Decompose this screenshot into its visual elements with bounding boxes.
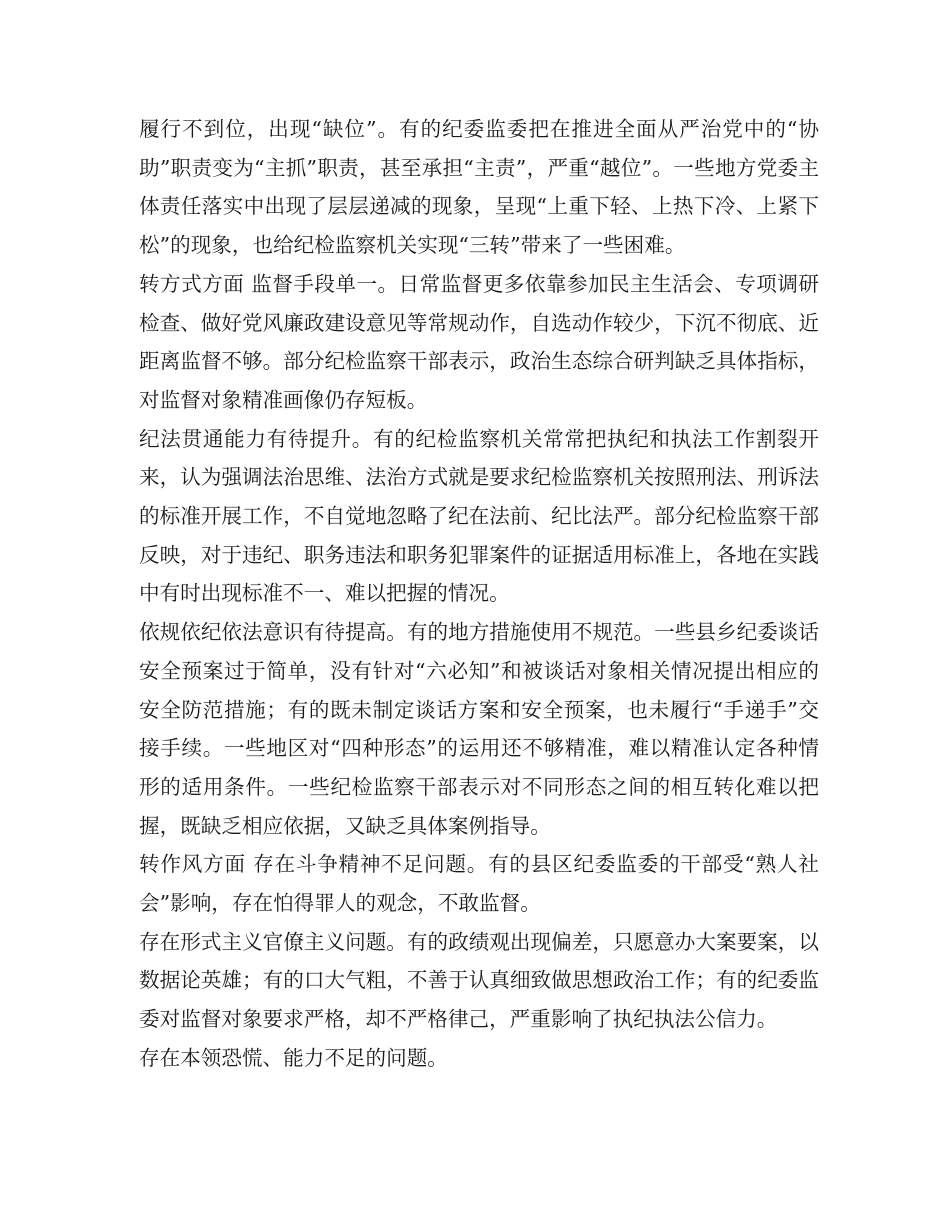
document-body [139,110,819,1078]
paragraph-4: 依规依纪依法意识有待提高。有的地方措施使用不规范。一些县乡纪委谈话安全预案过于简单，没有针对“六必知”和被谈话对象相关情况提出相应的安全防范措施；有的既未制定谈话方案和安全预案，也未履行“手递手”交接手续。一些地区对“四种形态”的运用还不够精准，难以精准认定各种情形的适用条件。一些纪检监察干部表示对不同形态之间的相互转化难以把握，既缺乏相应依据，又缺乏具体案例指导。 [139,620,819,838]
paragraph-2: 转方式方面 监督手段单一。日常监督更多依靠参加民主生活会、专项调研检查、做好党风廉政建设意见等常规动作，自选动作较少，下沉不彻底、近距离监督不够。部分纪检监察干部表示，政治生态综合研判缺乏具体指标，对监督对象精准画像仍存短板。 [139,271,819,412]
paragraph-5: 转作风方面 存在斗争精神不足问题。有的县区纪委监委的干部受“熟人社会”影响，存在怕得罪人的观念，不敢监督。 [139,852,819,916]
paragraph-6: 存在形式主义官僚主义问题。有的政绩观出现偏差，只愿意办大案要案，以数据论英雄；有的口大气粗，不善于认真细致做思想政治工作；有的纪委监委对监督对象要求严格，却不严格律己，严重影响了执纪执法公信力。 [139,929,819,1032]
paragraph-1: 履行不到位，出现“缺位”。有的纪委监委把在推进全面从严治党中的“协助”职责变为“主抓”职责，甚至承担“主责”，严重“越位”。一些地方党委主体责任落实中出现了层层递减的现象，呈现“上重下轻、上热下冷、上紧下松”的现象，也给纪检监察机关实现“三转”带来了一些困难。 [139,117,819,258]
paragraph-7: 存在本领恐慌、能力不足的问题。 [139,1045,448,1070]
paragraph-3: 纪法贯通能力有待提升。有的纪检监察机关常常把执纪和执法工作割裂开来，认为强调法治思维、法治方式就是要求纪检监察机关按照刑法、刑诉法的标准开展工作，不自觉地忽略了纪在法前、纪比法严。部分纪检监察干部反映，对于违纪、职务违法和职务犯罪案件的证据适用标准上，各地在实践中有时出现标准不一、难以把握的情况。 [139,426,819,606]
